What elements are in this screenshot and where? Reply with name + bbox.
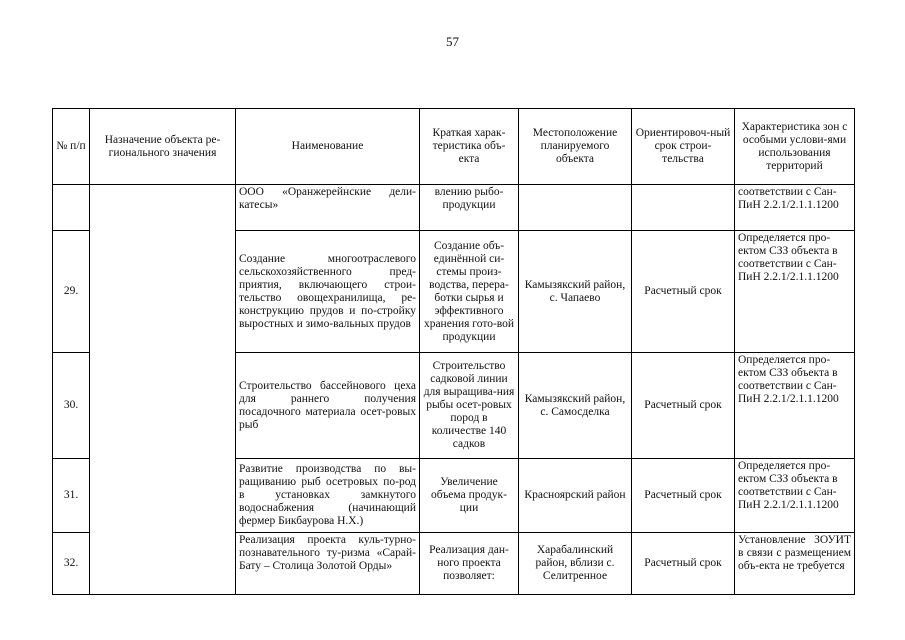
- row-num: 29.: [53, 231, 90, 353]
- row-term: Расчетный срок: [632, 533, 735, 595]
- row-term: Расчетный срок: [632, 353, 735, 459]
- row-location: [519, 185, 632, 231]
- row-name: Строительство бассейнового цеха для раннего получения посадочного материала осет-ровых рыб: [236, 353, 420, 459]
- table-row: [53, 185, 855, 231]
- header-term: Ориентировоч-ный срок строи-тельства: [632, 109, 735, 185]
- row-brief: Реализация дан-ного проекта позволяет:: [420, 533, 519, 595]
- row-num: 30.: [53, 353, 90, 459]
- row-location: Харабалинский район, вблизи с. Селитренное: [519, 533, 632, 595]
- row-term: Расчетный срок: [632, 231, 735, 353]
- header-name: Наименование: [236, 109, 420, 185]
- row-num: 31.: [53, 459, 90, 533]
- row-zones: Определяется про-ектом СЗЗ объекта в соответствии с Сан-ПиН 2.2.1/2.1.1.1200: [735, 459, 855, 533]
- header-brief: Краткая харак-теристика объ-екта: [420, 109, 519, 185]
- row-location: Камызякский район, с. Самосделка: [519, 353, 632, 459]
- row-location: Камызякский район, с. Чапаево: [519, 231, 632, 353]
- row-term: Расчетный срок: [632, 459, 735, 533]
- header-zones: Характеристика зон с особыми услови-ями использования территорий: [735, 109, 855, 185]
- row-term: [632, 185, 735, 231]
- row-num: [53, 185, 90, 231]
- row-zones: Определяется про-ектом СЗЗ объекта в соответствии с Сан-ПиН 2.2.1/2.1.1.1200: [735, 231, 855, 353]
- table-header-row: [53, 109, 855, 185]
- row-name: Реализация проекта куль-турно-познавательного ту-ризма «Сарай-Бату – Столица Золотой Орды»: [236, 533, 420, 595]
- row-zones: Установление ЗОУИТ в связи с размещением объ-екта не требуется: [735, 533, 855, 595]
- row-brief: Создание объ-единённой си-стемы произ-водства, перера-ботки сырья и эффективного хранения гото-вой продукции: [420, 231, 519, 353]
- header-location: Местоположение планируемого объекта: [519, 109, 632, 185]
- row-zones: Определяется про-ектом СЗЗ объекта в соответствии с Сан-ПиН 2.2.1/2.1.1.1200: [735, 353, 855, 459]
- row-name: ООО «Оранжерейнские дели-катесы»: [236, 185, 420, 231]
- row-num: 32.: [53, 533, 90, 595]
- header-num: № п/п: [53, 109, 90, 185]
- row-name: Создание многоотраслевого сельскохозяйственного пред-приятия, включающего строи-тельство овощехранилища, ре-конструкцию прудов и по-стройку выростных и зимо-вальных прудов: [236, 231, 420, 353]
- purpose-cell-merged: [90, 185, 236, 595]
- row-name: Развитие производства по вы-ращиванию рыб осетровых по-род в установках замкнутого водоснабжения (начинающий фермер Бикбаурова Н.Х.): [236, 459, 420, 533]
- row-zones: соответствии с Сан-ПиН 2.2.1/2.1.1.1200: [735, 185, 855, 231]
- page-number: 57: [446, 34, 459, 49]
- row-brief: Увеличение объема продук-ции: [420, 459, 519, 533]
- header-purpose: Назначение объекта ре-гионального значения: [90, 109, 236, 185]
- row-brief: влению рыбо-продукции: [420, 185, 519, 231]
- row-location: Красноярский район: [519, 459, 632, 533]
- regional-objects-table: [52, 108, 855, 595]
- row-brief: Строительство садковой линии для выращива-ния рыбы осет-ровых пород в количестве 140 садков: [420, 353, 519, 459]
